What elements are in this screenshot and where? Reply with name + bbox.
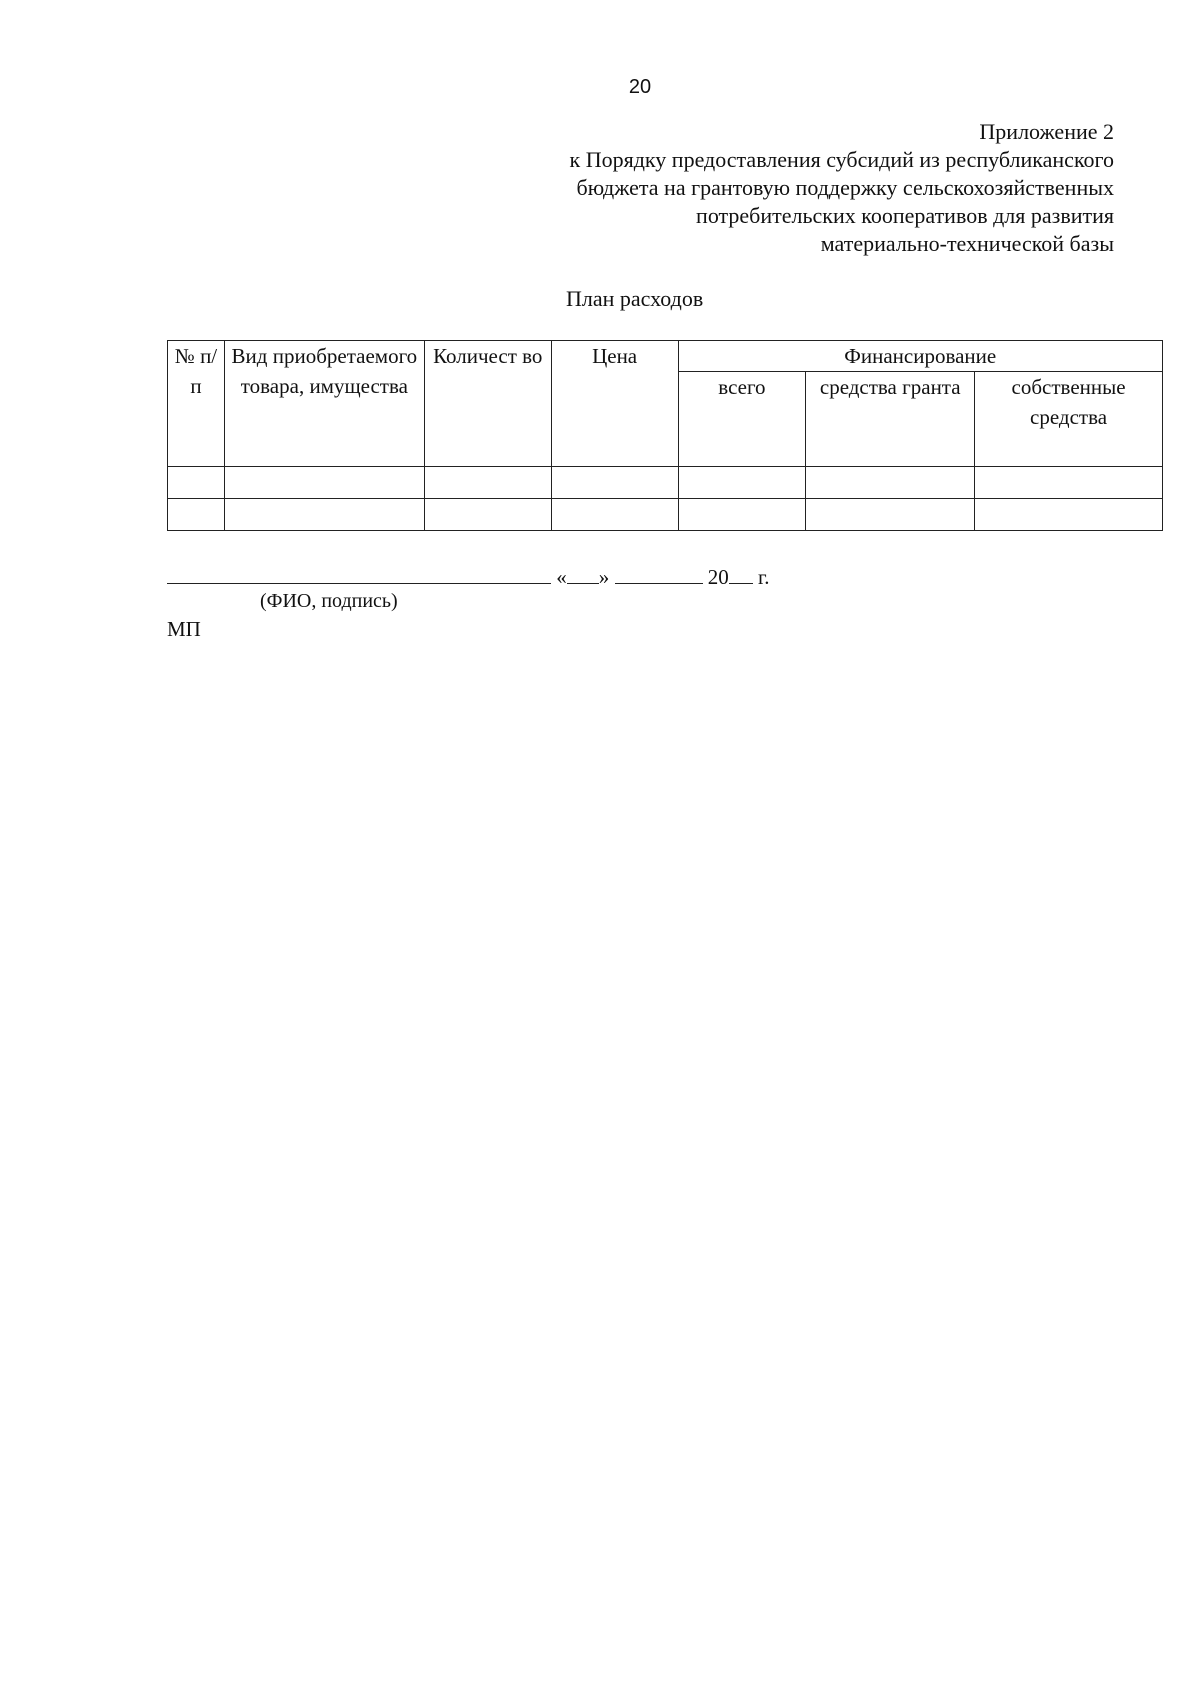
table-cell[interactable] [424,467,551,499]
table-cell[interactable] [975,467,1163,499]
header-grant: средства гранта [806,372,975,467]
page-number: 20 [628,76,652,98]
year-prefix: 20 [707,565,729,589]
appendix-line: к Порядку предоставления субсидий из республиканского [569,147,1114,172]
header-own: собственные средства [975,372,1163,467]
quote-open: « [556,565,567,589]
header-num: № п/п [168,341,225,467]
quote-close: » [598,565,610,589]
appendix-header [474,118,1114,258]
table-row [168,499,1163,531]
header-price: Цена [551,341,678,467]
table-cell[interactable] [806,467,975,499]
table-cell[interactable] [551,499,678,531]
table-cell[interactable] [806,499,975,531]
table-cell[interactable] [975,499,1163,531]
year-blank[interactable] [729,567,753,584]
document-title: План расходов [566,286,704,311]
expense-plan-table [167,340,1163,531]
header-financing: Финансирование [678,341,1162,372]
table-cell[interactable] [424,499,551,531]
table-row [168,467,1163,499]
signature-line [167,565,770,590]
table-cell[interactable] [678,499,806,531]
table-cell[interactable] [168,499,225,531]
appendix-line: Приложение 2 [979,119,1114,144]
appendix-line: материально-технической базы [820,231,1114,256]
appendix-line: бюджета на грантовую поддержку сельскохозяйственных [576,175,1114,200]
table-cell[interactable] [678,467,806,499]
stamp-label: МП [167,617,201,641]
header-quantity: Количест во [424,341,551,467]
table-cell[interactable] [224,499,424,531]
day-blank[interactable] [567,567,599,584]
header-total: всего [678,372,806,467]
month-blank[interactable] [615,567,703,584]
table-cell[interactable] [551,467,678,499]
header-item: Вид приобретаемого товара, имущества [224,341,424,467]
table-cell[interactable] [224,467,424,499]
signature-caption: (ФИО, подпись) [260,590,398,612]
year-suffix: г. [758,565,770,589]
table-cell[interactable] [168,467,225,499]
appendix-line: потребительских кооперативов для развития [696,203,1114,228]
table-header-row [168,341,1163,372]
signature-blank[interactable] [167,565,551,584]
